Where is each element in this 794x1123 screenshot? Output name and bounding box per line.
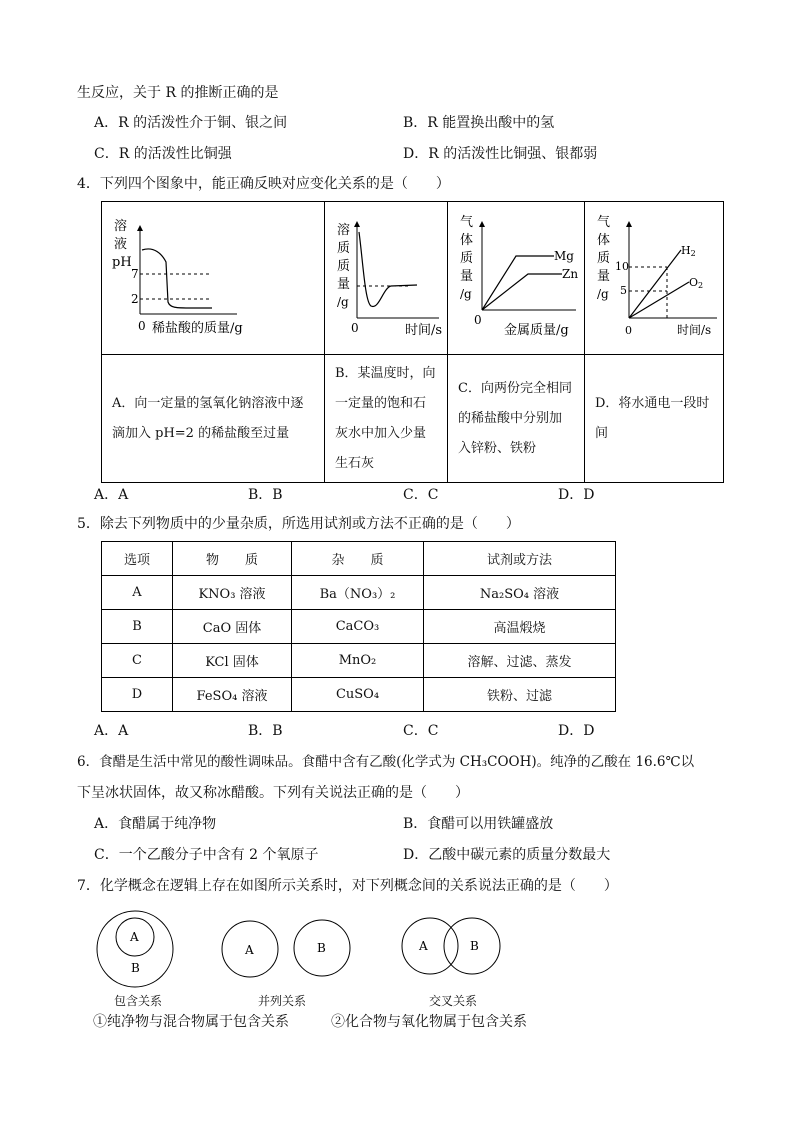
graph-a-tick-7: 7 [131, 267, 139, 281]
graph-a-tick-2: 2 [131, 292, 139, 306]
graph-d-tick-10: 10 [615, 260, 629, 273]
contain-outer-circle [97, 911, 173, 987]
q5-row-d-substance: FeSO₄ 溶液 [173, 678, 292, 712]
graph-c-ylabel-1: 气 [460, 215, 474, 230]
q7-stem: 7．化学概念在逻辑上存在如图所示关系时，对下列概念间的关系说法正确的是（ ） [77, 878, 618, 894]
graph-b-curve [359, 232, 417, 306]
graph-a-ylabel-1: 溶 [114, 219, 128, 234]
q4-answer-c: C．C [403, 487, 439, 503]
graph-d-ylabel-4: 量 [597, 269, 611, 284]
contain-label-a: A [130, 930, 139, 944]
table-row [102, 644, 616, 678]
q5-table [101, 541, 616, 712]
q5-answer-c: C．C [403, 723, 439, 739]
graph-d-xlabel: 时间/s [677, 323, 712, 337]
q3-option-c: C．R 的活泼性比铜强 [94, 146, 232, 162]
q6-stem-line-1: 6．食醋是生活中常见的酸性调味品。食醋中含有乙酸(化学式为 CH₃COOH)。纯净的乙酸在 16.6℃以 [77, 754, 695, 770]
graph-b-origin: 0 [351, 321, 359, 335]
q3-stem: 生反应，关于 R 的推断正确的是 [77, 85, 279, 101]
graph-d-tick-5: 5 [620, 284, 627, 297]
graph-c-xlabel: 金属质量/g [504, 323, 569, 338]
graph-d-label-o2: O2 [689, 276, 704, 290]
q5-row-c-option: C [102, 644, 173, 678]
graph-b-xlabel: 时间/s [405, 323, 443, 338]
graph-c-ylabel-5: /g [460, 287, 472, 301]
q7-statement-2: ②化合物与氧化物属于包含关系 [331, 1014, 527, 1030]
parallel-diagram-name: 并列关系 [258, 994, 307, 1008]
q5-answer-a: A．A [94, 723, 129, 739]
graph-c-ylabel-4: 量 [460, 269, 474, 284]
cross-label-a: A [419, 939, 428, 953]
q6-option-b: B．食醋可以用铁罐盛放 [403, 816, 554, 832]
q7-relation-diagrams [90, 906, 510, 992]
q5-header-substance: 物 质 [173, 542, 292, 576]
table-row [102, 576, 616, 610]
graph-a-origin: 0 [138, 319, 146, 333]
q4-graph-d-cell [585, 202, 724, 355]
q5-answer-b: B．B [248, 723, 283, 739]
graph-a-ylabel-3: pH [112, 255, 132, 270]
q5-row-b-substance: CaO 固体 [173, 610, 292, 644]
graph-c-label-mg: Mg [554, 249, 574, 263]
graph-b-ylabel-4: 量 [337, 277, 351, 292]
q5-row-b-option: B [102, 610, 173, 644]
cross-diagram-name: 交叉关系 [429, 994, 478, 1008]
graph-c-origin: 0 [474, 313, 482, 327]
graph-d-origin: 0 [625, 324, 632, 337]
q3-option-d: D．R 的活泼性比铜强、银都弱 [403, 146, 598, 162]
q5-row-a-method: Na₂SO₄ 溶液 [424, 576, 616, 610]
q5-row-a-substance: KNO₃ 溶液 [173, 576, 292, 610]
q6-option-d: D．乙酸中碳元素的质量分数最大 [403, 847, 611, 863]
graph-b-solute-curve [325, 202, 447, 350]
graph-d-ylabel-2: 体 [597, 233, 611, 248]
graph-d-line-h2 [629, 250, 681, 318]
contain-diagram-name: 包含关系 [114, 994, 163, 1008]
q4-stem: 4．下列四个图象中，能正确反映对应变化关系的是（ ） [77, 176, 450, 192]
q4-caption-c: C．向两份完全相同的稀盐酸中分别加入锌粉、铁粉 [448, 355, 585, 483]
parallel-label-b: B [317, 941, 326, 955]
q5-header-option: 选项 [102, 542, 173, 576]
q5-row-c-method: 溶解、过滤、蒸发 [424, 644, 616, 678]
q4-caption-a: A．向一定量的氢氧化钠溶液中逐滴加入 pH=2 的稀盐酸至过量 [102, 355, 325, 483]
table-row [102, 610, 616, 644]
q5-row-a-option: A [102, 576, 173, 610]
graph-a-xlabel: 稀盐酸的质量/g [152, 321, 243, 336]
q5-row-b-impurity: CaCO₃ [292, 610, 424, 644]
q4-graph-table [101, 201, 724, 483]
graph-c-ylabel-2: 体 [460, 233, 474, 248]
q4-answer-d: D．D [558, 487, 595, 503]
q3-option-b: B．R 能置换出酸中的氢 [403, 115, 555, 131]
q5-row-c-impurity: MnO₂ [292, 644, 424, 678]
q7-statement-1: ①纯净物与混合物属于包含关系 [93, 1014, 289, 1030]
graph-c-gas-curve [448, 202, 584, 350]
q5-row-b-method: 高温煅烧 [424, 610, 616, 644]
q4-answer-a: A．A [94, 487, 129, 503]
graph-d-ylabel-3: 质 [597, 251, 611, 266]
q3-option-a: A．R 的活泼性介于铜、银之间 [94, 115, 288, 131]
q5-row-d-option: D [102, 678, 173, 712]
q4-graph-b-cell [325, 202, 448, 355]
graph-b-ylabel-5: /g [337, 295, 349, 309]
q4-graph-c-cell [448, 202, 585, 355]
graph-c-ylabel-3: 质 [460, 251, 474, 266]
graph-d-line-o2 [629, 282, 689, 318]
q5-answer-d: D．D [558, 723, 595, 739]
graph-b-ylabel-2: 质 [337, 241, 351, 256]
graph-b-ylabel-1: 溶 [337, 223, 351, 238]
q4-answer-b: B．B [248, 487, 283, 503]
graph-a-ylabel-2: 液 [114, 237, 128, 252]
graph-d-ylabel-5: /g [597, 287, 609, 301]
q5-row-d-method: 铁粉、过滤 [424, 678, 616, 712]
graph-a-ph-curve [102, 202, 324, 350]
q5-header-impurity: 杂 质 [292, 542, 424, 576]
contain-label-b: B [131, 961, 140, 975]
q6-stem-line-2: 下呈冰状固体，故又称冰醋酸。下列有关说法正确的是（ ） [77, 785, 469, 801]
q5-row-a-impurity: Ba（NO₃）₂ [292, 576, 424, 610]
q4-caption-d: D．将水通电一段时间 [585, 355, 724, 483]
q5-stem: 5．除去下列物质中的少量杂质，所选用试剂或方法不正确的是（ ） [77, 516, 520, 532]
q6-option-a: A．食醋属于纯净物 [94, 816, 217, 832]
q4-caption-b: B．某温度时，向一定量的饱和石灰水中加入少量生石灰 [325, 355, 448, 483]
graph-d-ylabel-1: 气 [597, 215, 611, 230]
q6-option-c: C．一个乙酸分子中含有 2 个氧原子 [94, 847, 319, 863]
q5-header-method: 试剂或方法 [424, 542, 616, 576]
graph-c-label-zn: Zn [562, 267, 579, 281]
graph-d-label-h2: H2 [681, 244, 696, 258]
cross-label-b: B [470, 939, 479, 953]
q4-graph-a-cell [102, 202, 325, 355]
q5-row-d-impurity: CuSO₄ [292, 678, 424, 712]
table-row [102, 678, 616, 712]
graph-d-electrolysis-curve [585, 202, 723, 350]
q5-row-c-substance: KCl 固体 [173, 644, 292, 678]
cross-left-circle [402, 918, 458, 974]
graph-b-ylabel-3: 质 [337, 259, 351, 274]
parallel-label-a: A [245, 943, 254, 957]
